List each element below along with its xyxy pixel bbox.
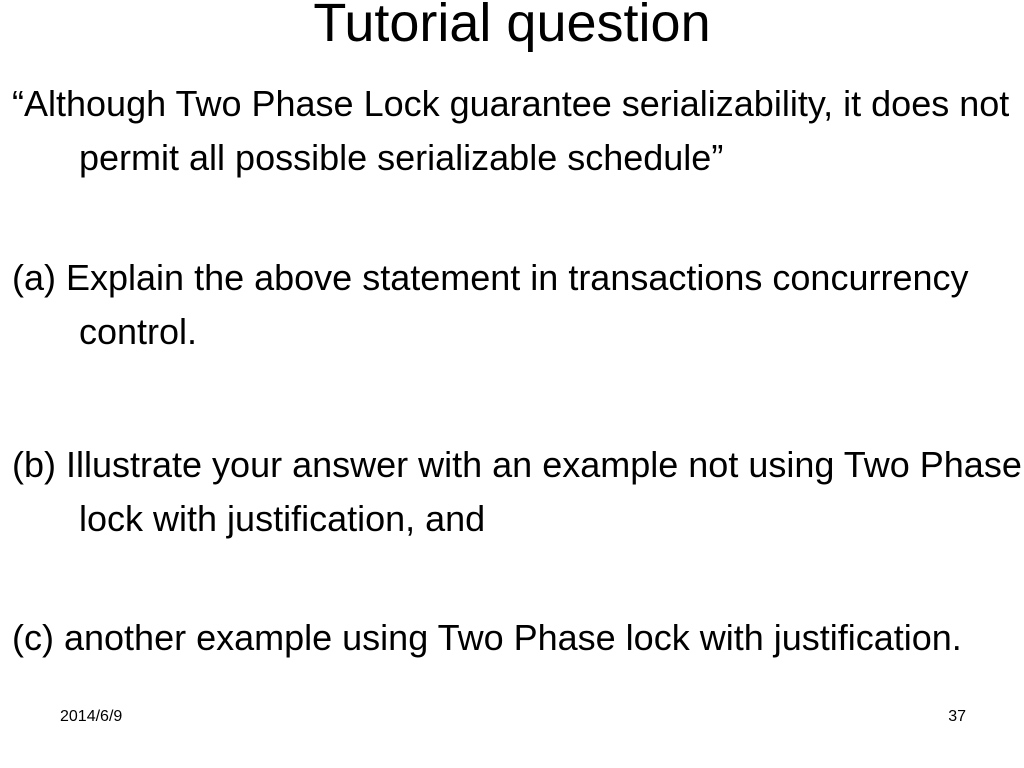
footer-date: 2014/6/9 (60, 708, 123, 725)
footer-page-number: 37 (948, 708, 966, 725)
slide-title: Tutorial question (313, 0, 711, 53)
question-item-c: (c) another example using Two Phase lock with justification. (12, 617, 962, 658)
question-item-a: (a) Explain the above statement in transactions concurrency control. (12, 257, 969, 352)
question-item-b: (b) Illustrate your answer with an example not using Two Phase lock with justification, and (12, 444, 1022, 539)
quote-paragraph: “Although Two Phase Lock guarantee serializability, it does not permit all possible serializable schedule” (12, 83, 1010, 178)
